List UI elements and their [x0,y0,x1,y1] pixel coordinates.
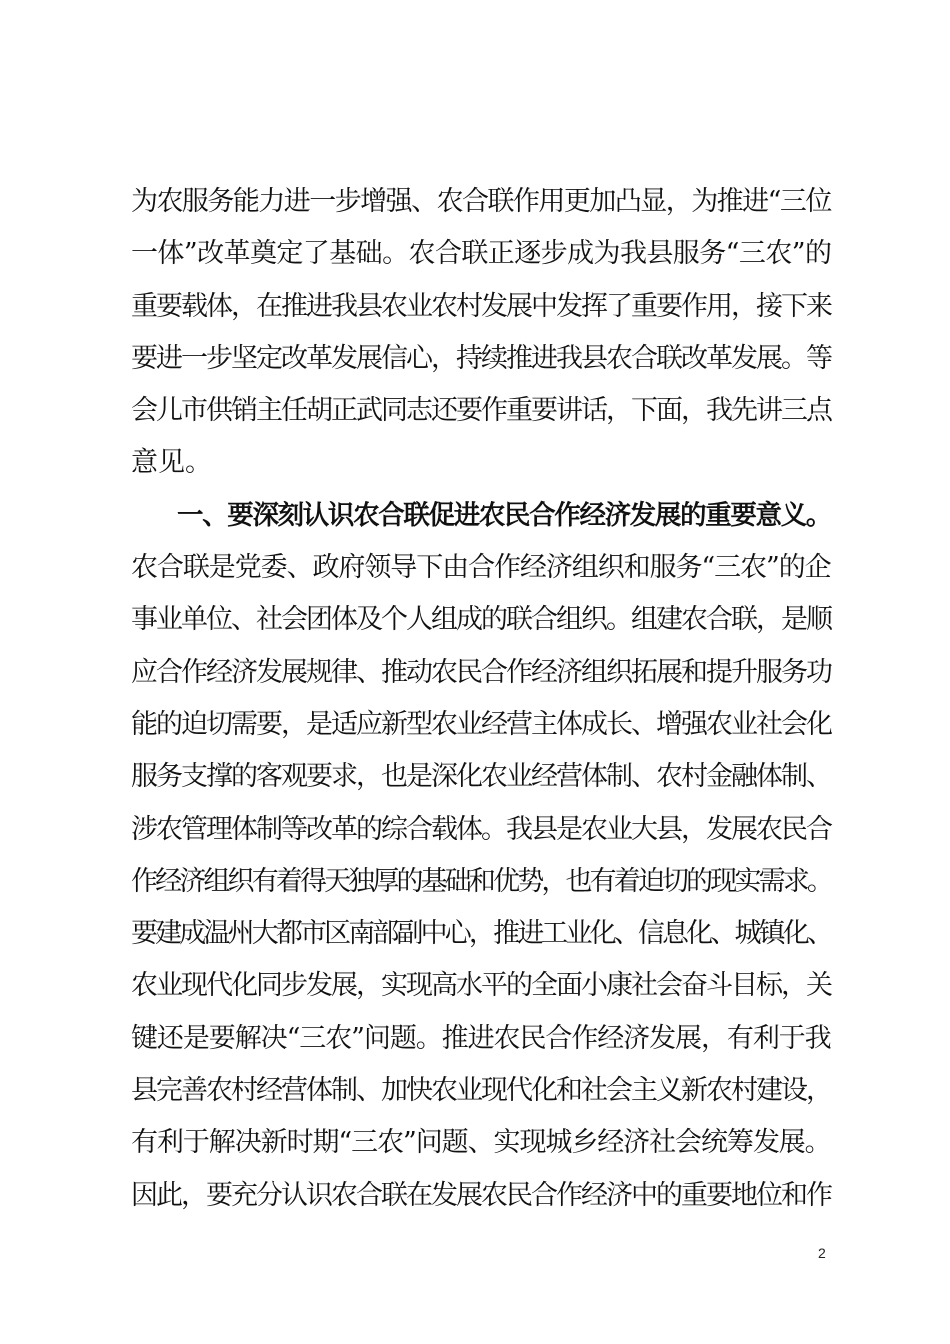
body-text [131,180,831,1226]
page-number: 2 [818,1245,826,1261]
text-line: 要进一步坚定改革发展信心，持续推进我县农合联改革发展。等 [131,342,831,374]
text-line: 有利于解决新时期“三农”问题、实现城乡经济社会统筹发展。 [131,1127,831,1159]
text-line: 会儿市供销主任胡正武同志还要作重要讲话，下面，我先讲三点 [131,395,831,427]
text-line: 事业单位、社会团体及个人组成的联合组织。组建农合联，是顺 [131,604,831,636]
text-line: 农业现代化同步发展，实现高水平的全面小康社会奋斗目标，关 [131,970,831,1002]
section-heading: 一、要深刻认识农合联促进农民合作经济发展的重要意义。 [177,499,831,531]
text-line: 农合联是党委、政府领导下由合作经济组织和服务“三农”的企 [131,552,831,584]
text-line: 涉农管理体制等改革的综合载体。我县是农业大县，发展农民合 [131,813,831,845]
text-line: 键还是要解决“三农”问题。推进农民合作经济发展，有利于我 [131,1022,831,1054]
text-line: 县完善农村经营体制、加快农业现代化和社会主义新农村建设， [131,1075,831,1107]
text-line: 为农服务能力进一步增强、农合联作用更加凸显，为推进“三位 [131,186,831,217]
text-line: 能的迫切需要，是适应新型农业经营主体成长、增强农业社会化 [131,708,831,740]
text-line: 作经济组织有着得天独厚的基础和优势，也有着迫切的现实需求。 [131,865,831,897]
text-line: 应合作经济发展规律、推动农民合作经济组织拓展和提升服务功 [131,656,831,688]
text-line: 重要载体，在推进我县农业农村发展中发挥了重要作用，接下来 [131,290,831,322]
text-line: 服务支撑的客观要求，也是深化农业经营体制、农村金融体制、 [131,761,831,793]
text-line: 意见。 [131,447,212,479]
text-line: 因此，要充分认识农合联在发展农民合作经济中的重要地位和作 [131,1179,831,1211]
text-line: 一体”改革奠定了基础。农合联正逐步成为我县服务“三农”的 [131,238,832,270]
text-line: 要建成温州大都市区南部副中心，推进工业化、信息化、城镇化、 [131,918,831,950]
